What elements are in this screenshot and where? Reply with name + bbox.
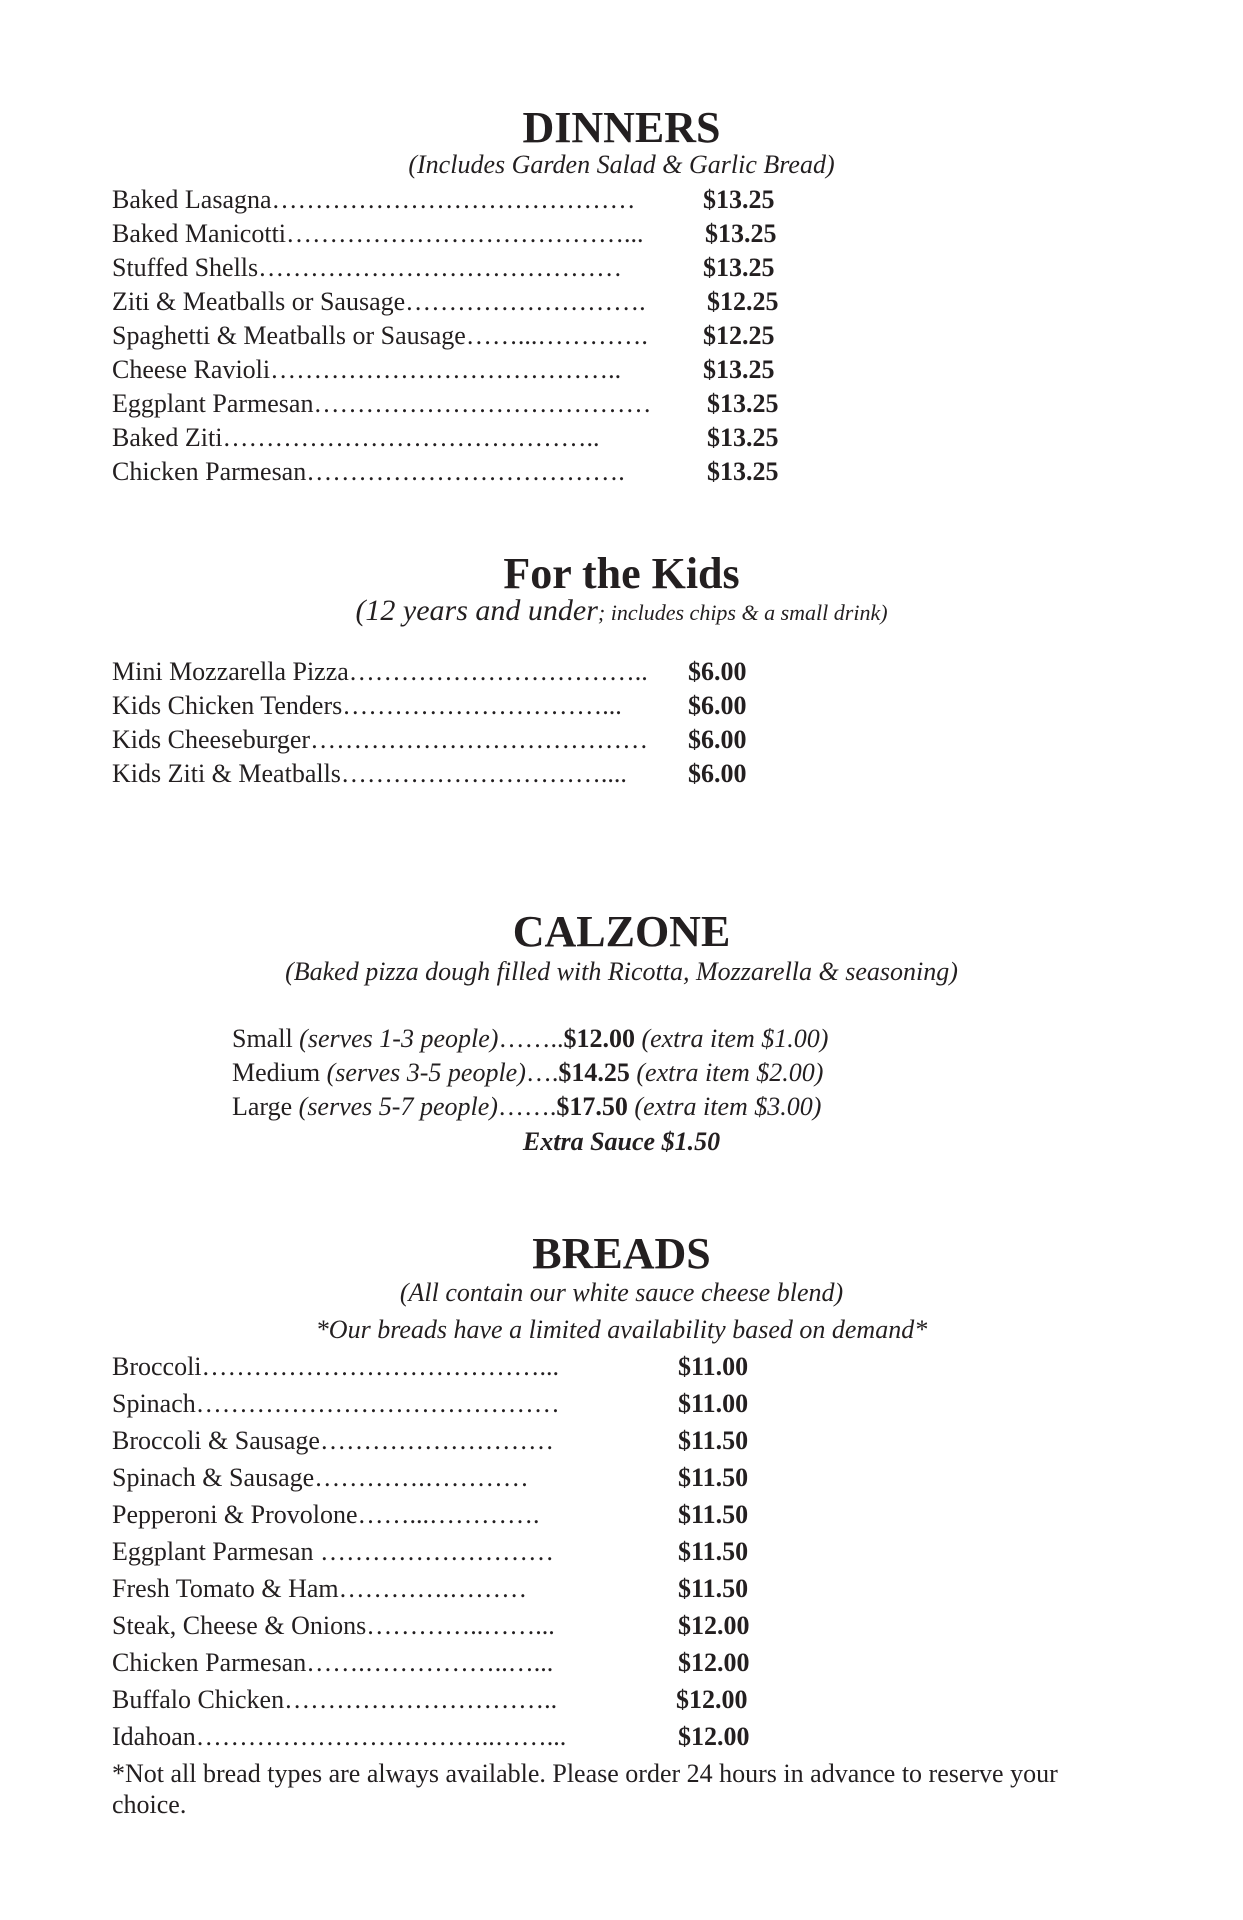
menu-item-price: $6.00 xyxy=(688,691,747,720)
kids-title: For the Kids xyxy=(503,549,740,598)
calzone-size-small: Small (serves 1-3 people)……..$12.00 (extra item $1.00) xyxy=(232,1024,829,1053)
menu-item-price: $11.50 xyxy=(678,1426,749,1455)
breads-availability: *Our breads have a limited availability based on demand* xyxy=(315,1315,928,1344)
menu-item: Kids Chicken Tenders…………………………... xyxy=(112,691,622,720)
breads-subtitle: (All contain our white sauce cheese blend) xyxy=(399,1278,844,1307)
menu-item-price: $12.25 xyxy=(703,321,775,350)
menu-item: Kids Cheeseburger………………………………… xyxy=(112,725,649,754)
dinners-title: DINNERS xyxy=(522,103,721,152)
breads-availability-note: *Not all bread types are always available. Please order 24 hours in advance to reserve your choice. xyxy=(112,1759,1058,1819)
menu-item: Ziti & Meatballs or Sausage………………………. xyxy=(112,287,646,316)
menu-item: Spinach & Sausage………….………… xyxy=(112,1463,529,1492)
menu-item-price: $11.00 xyxy=(678,1352,749,1381)
kids-subtitle: (12 years and under; includes chips & a small drink) xyxy=(355,594,888,627)
menu-item: Broccoli…………………………………... xyxy=(112,1352,560,1381)
dinners-subtitle: (Includes Garden Salad & Garlic Bread) xyxy=(408,150,835,179)
menu-item-price: $11.50 xyxy=(678,1500,749,1529)
menu-item: Spaghetti & Meatballs or Sausage……...…………. xyxy=(112,321,648,350)
menu-item-price: $12.00 xyxy=(676,1685,748,1714)
menu-item-price: $13.25 xyxy=(703,253,775,282)
menu-item-price: $6.00 xyxy=(688,759,747,788)
menu-item: Stuffed Shells…………………………………… xyxy=(112,253,623,282)
menu-item: Kids Ziti & Meatballs………………………….... xyxy=(112,759,627,788)
menu-item: Spinach…………………………………… xyxy=(112,1389,560,1418)
menu-item-price: $12.00 xyxy=(678,1611,750,1640)
menu-item-price: $13.25 xyxy=(705,219,777,248)
menu-item: Fresh Tomato & Ham………….……… xyxy=(112,1574,528,1603)
menu-item: Cheese Ravioli………………………………….. xyxy=(112,355,622,384)
menu-item: Baked Manicotti…………………………………... xyxy=(112,219,644,248)
menu-item: Eggplant Parmesan ……………………… xyxy=(112,1537,554,1566)
menu-item: Idahoan……………………………..……... xyxy=(112,1722,567,1751)
calzone-title: CALZONE xyxy=(512,907,731,956)
menu-item-price: $13.25 xyxy=(707,389,779,418)
menu-item-price: $6.00 xyxy=(688,725,747,754)
menu-item-price: $12.00 xyxy=(678,1648,750,1677)
menu-item-price: $11.50 xyxy=(678,1537,749,1566)
menu-item-price: $13.25 xyxy=(707,423,779,452)
menu-item: Mini Mozzarella Pizza…………………………….. xyxy=(112,657,648,686)
calzone-size-large: Large (serves 5-7 people)…….$17.50 (extra item $3.00) xyxy=(232,1092,822,1121)
menu-item-price: $6.00 xyxy=(688,657,747,686)
menu-item: Eggplant Parmesan………………………………… xyxy=(112,389,652,418)
menu-item: Baked Ziti…………………………………….. xyxy=(112,423,600,452)
menu-item-price: $13.25 xyxy=(707,457,779,486)
menu-item-price: $12.00 xyxy=(678,1722,750,1751)
menu-item: Steak, Cheese & Onions…………..……... xyxy=(112,1611,555,1640)
menu-item-price: $11.50 xyxy=(678,1574,749,1603)
menu-item-price: $13.25 xyxy=(703,355,775,384)
menu-item: Buffalo Chicken………………………….. xyxy=(112,1685,558,1714)
menu-item-price: $11.00 xyxy=(678,1389,749,1418)
menu-item-price: $12.25 xyxy=(707,287,779,316)
menu-item: Pepperoni & Provolone……...…………. xyxy=(112,1500,540,1529)
menu-item-price: $13.25 xyxy=(703,185,775,214)
menu-item: Baked Lasagna…………………………………… xyxy=(112,185,636,214)
calzone-size-medium: Medium (serves 3-5 people)….$14.25 (extra item $2.00) xyxy=(232,1058,824,1087)
calzone-subtitle: (Baked pizza dough filled with Ricotta, Mozzarella & seasoning) xyxy=(285,957,958,986)
extra-sauce: Extra Sauce $1.50 xyxy=(522,1127,721,1156)
menu-item: Broccoli & Sausage……………………… xyxy=(112,1426,554,1455)
menu-item: Chicken Parmesan………………………………. xyxy=(112,457,625,486)
menu-item-price: $11.50 xyxy=(678,1463,749,1492)
breads-title: BREADS xyxy=(532,1229,711,1278)
menu-item: Chicken Parmesan…….……………..…... xyxy=(112,1648,554,1677)
